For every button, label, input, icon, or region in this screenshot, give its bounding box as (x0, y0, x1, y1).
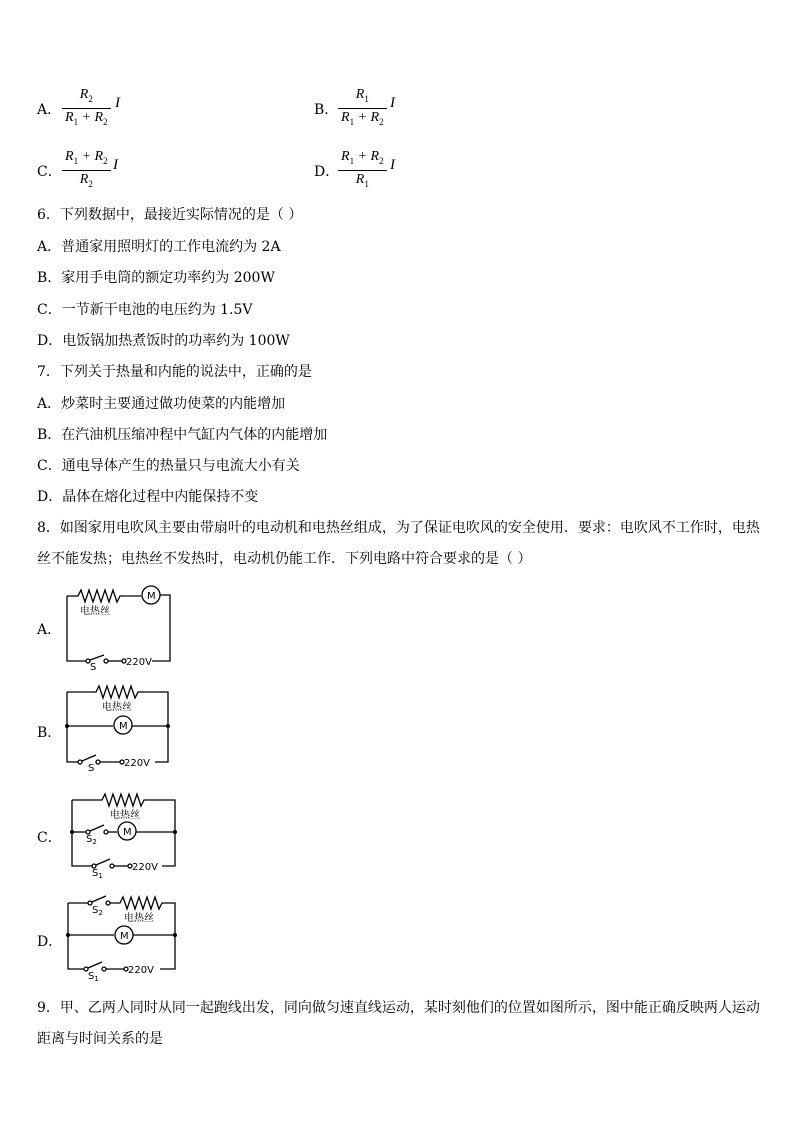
q8-option-c-letter: C． (37, 830, 62, 846)
q5-option-a-letter: A． (37, 102, 62, 118)
switch1-label-d: $S_1$ (88, 971, 99, 983)
motor-label-d: M (120, 931, 129, 942)
motor-label-b: M (119, 721, 128, 732)
switch-s2-c (90, 825, 104, 831)
q7-option-d: D．晶体在熔化过程中内能保持不变 (37, 489, 259, 505)
motor-label-c: M (123, 827, 132, 838)
q5-c-numerator: $R_1 + R_2$ (62, 148, 111, 171)
q6-stem: 6．下列数据中，最接近实际情况的是（ ） (37, 207, 303, 223)
q5-option-d-letter: D． (314, 164, 340, 180)
q9-stem-line2: 距离与时间关系的是 (37, 1031, 163, 1047)
switch-s1-c (96, 859, 110, 865)
q8-stem-line1: 8．如图家用电吹风主要由带扇叶的电动机和电热丝组成，为了保证电吹风的安全使用．要求：电吹风不工作时，电热 (37, 520, 760, 536)
voltage-label-c: 220V (132, 862, 158, 873)
q8-option-d-letter: D． (37, 934, 63, 950)
q8-option-b-letter: B． (37, 725, 62, 741)
q7-stem: 7．下列关于热量和内能的说法中，正确的是 (37, 364, 312, 380)
q6-option-c: C．一节新干电池的电压约为 1.5V (37, 302, 253, 318)
q6-option-b: B．家用手电筒的额定功率约为 200W (37, 270, 275, 286)
motor-label-a: M (147, 591, 156, 602)
q5-d-denominator: $R_1$ (355, 171, 369, 189)
switch-s-a (90, 655, 104, 660)
switch-label-b: S (88, 763, 95, 774)
q5-b-current-var: I (390, 95, 395, 111)
switch1-label-c: $S_1$ (92, 868, 103, 880)
q8-stem-line2: 丝不能发热；电热丝不发热时，电动机仍能工作．下列电路中符合要求的是（ ） (37, 551, 532, 567)
q5-a-current-var: I (115, 95, 120, 111)
switch-s2-d (92, 896, 106, 902)
circuit-b (65, 686, 170, 774)
circuit-a (67, 586, 170, 673)
heater-label-c: 电热丝 (110, 810, 140, 821)
q5-a-denominator: $R_1 + R_2$ (65, 109, 108, 127)
heater-resistor-a (67, 590, 141, 602)
q5-d-numerator: $R_1 + R_2$ (338, 148, 387, 171)
heater-label-a: 电热丝 (80, 606, 110, 617)
circuit-d (66, 896, 177, 983)
q5-b-numerator: $R_1$ (338, 86, 387, 109)
circuit-c (70, 794, 177, 880)
switch-s-b (82, 755, 96, 761)
heater-label-d: 电热丝 (124, 913, 154, 924)
q5-c-current-var: I (113, 157, 118, 173)
q5-d-current-var: I (390, 157, 395, 173)
voltage-label-d: 220V (128, 965, 154, 976)
switch2-label-c: $S_2$ (86, 834, 97, 846)
switch2-label-d: $S_2$ (92, 905, 103, 917)
q7-option-b: B．在汽油机压缩冲程中气缸内气体的内能增加 (37, 427, 328, 443)
q5-b-denominator: $R_1 + R_2$ (341, 109, 384, 127)
q7-option-c: C．通电导体产生的热量只与电流大小有关 (37, 458, 300, 474)
q6-option-d: D．电饭锅加热煮饭时的功率约为 100W (37, 333, 290, 349)
q5-c-denominator: $R_2$ (79, 171, 93, 189)
q5-option-c-letter: C． (37, 164, 62, 180)
heater-label-b: 电热丝 (102, 702, 132, 713)
voltage-label-a: 220V (126, 657, 152, 668)
q6-option-a: A．普通家用照明灯的工作电流约为 2A (37, 239, 281, 255)
q7-option-a: A．炒菜时主要通过做功使菜的内能增加 (37, 396, 286, 412)
switch-label-a: S (90, 662, 97, 673)
heater-resistor-b (67, 686, 168, 762)
q5-option-b-letter: B． (314, 102, 339, 118)
q8-option-a-letter: A． (37, 622, 62, 638)
switch-s1-d (88, 962, 102, 968)
q9-stem-line1: 9．甲、乙两人同时从同一起跑线出发，同向做匀速直线运动，某时刻他们的位置如图所示，图中能正确反映两人运动 (37, 1000, 760, 1016)
voltage-label-b: 220V (124, 758, 150, 769)
q5-a-numerator: $R_2$ (62, 86, 111, 109)
